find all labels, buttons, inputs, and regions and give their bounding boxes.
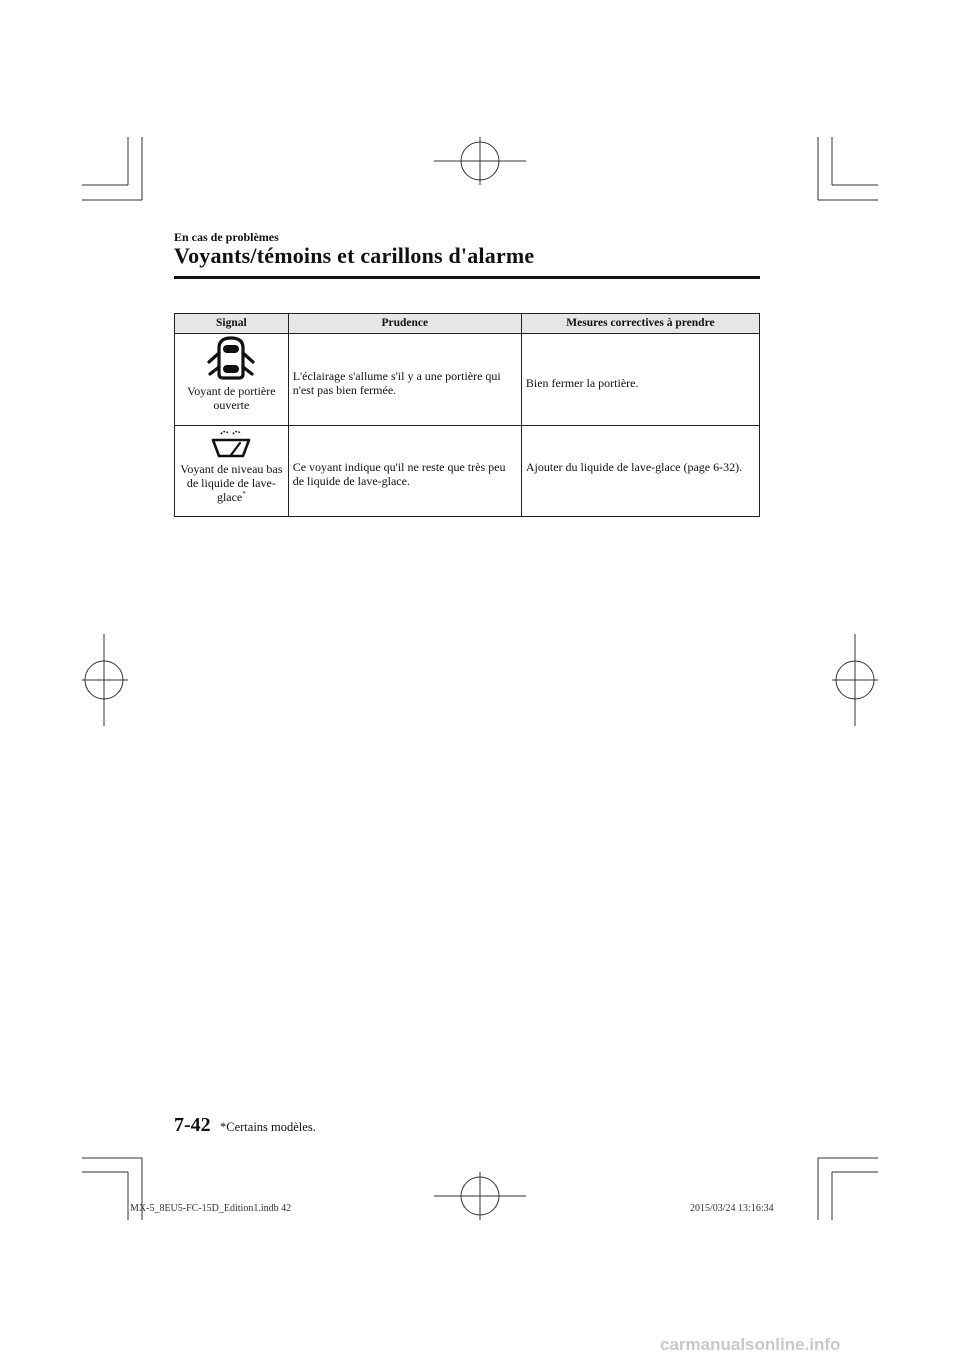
footnote: *Certains modèles. — [220, 1120, 316, 1134]
prudence-cell — [288, 334, 521, 426]
signal-name: Voyant de niveau bas de liquide de lave-glace* — [180, 462, 283, 504]
prudence-text: Ce voyant indique qu'il ne reste que très peu de liquide de lave-glace. — [292, 460, 506, 488]
header-signal: Signal — [175, 314, 289, 334]
header-prudence: Prudence — [288, 314, 521, 334]
table-row — [175, 426, 760, 517]
table-row — [175, 334, 760, 426]
optional-equipment-mark: * — [242, 490, 246, 498]
signal-cell — [175, 334, 289, 426]
watermark: carmanualsonline.info — [660, 1335, 841, 1354]
signal-name: Voyant de portière ouverte — [187, 384, 276, 412]
header-measures: Mesures correctives à prendre — [521, 314, 759, 334]
section-label: En cas de problèmes — [174, 230, 279, 244]
measure-text: Bien fermer la portière. — [525, 376, 639, 390]
signal-cell — [175, 426, 289, 517]
measure-cell — [521, 426, 759, 517]
measure-cell — [521, 334, 759, 426]
washer-fluid-warning-icon — [210, 426, 252, 458]
page-number: 7-42 — [174, 1114, 211, 1136]
prudence-text: L'éclairage s'allume s'il y a une portière qui n'est pas bien fermée. — [292, 369, 501, 397]
door-open-warning-icon — [207, 334, 255, 380]
table-header-row — [175, 314, 760, 334]
footer-timestamp: 2015/03/24 13:16:34 — [690, 1203, 774, 1214]
prudence-cell — [288, 426, 521, 517]
footer-file-name: MX-5_8EU5-FC-15D_Edition1.indb 42 — [130, 1203, 292, 1214]
measure-text: Ajouter du liquide de lave-glace (page 6-32). — [525, 460, 743, 474]
page-title: Voyants/témoins et carillons d'alarme — [174, 243, 535, 268]
title-divider — [174, 276, 760, 279]
warning-signals-table — [174, 313, 760, 517]
